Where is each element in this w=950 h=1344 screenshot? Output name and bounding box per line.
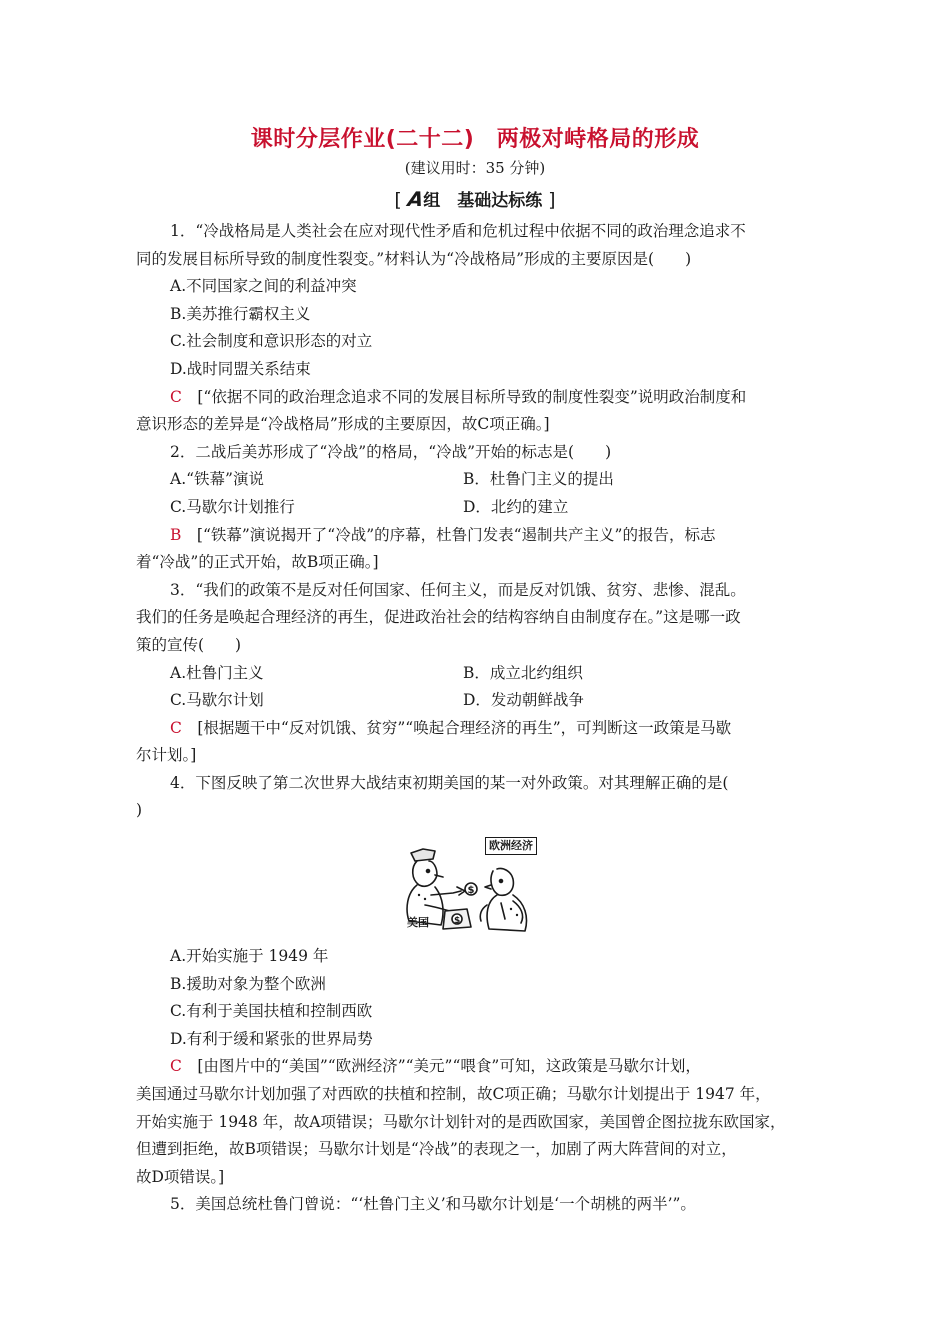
q2-option-b: B．杜鲁门主义的提出: [463, 470, 614, 489]
q2-option-a: A.“铁幕”演说: [170, 470, 264, 489]
q2-options-row-1: [136, 466, 816, 494]
q4-option-d: D.有利于缓和紧张的世界局势: [170, 1029, 373, 1048]
page-title: 课时分层作业(二十二) 两极对峙格局的形成: [250, 127, 700, 152]
q3-options-row-2: [136, 687, 816, 715]
q4-explanation-line-3: 开始实施于 1948 年，故A项错误；马歇尔计划针对的是西欧国家，美国曾企图拉拢东欧国家，: [136, 1112, 786, 1131]
q1-stem-line-2: 同的发展目标所导致的制度性裂变。”材料认为“冷战格局”形成的主要原因是( ): [136, 249, 692, 268]
q2-stem-line-1: 2．二战后美苏形成了“冷战”的格局，“冷战”开始的标志是( ): [170, 442, 612, 461]
q1-option-a: A.不同国家之间的利益冲突: [170, 277, 357, 296]
q2-options-row-2: [136, 494, 816, 522]
q3-explanation-text: [根据题干中“反对饥饿、贫穷”“唤起合理经济的再生”，可判断这一政策是马歇: [181, 718, 732, 737]
q4-option-c: C.有利于美国扶植和控制西欧: [170, 1002, 373, 1021]
group-bracket-close: ]: [548, 189, 556, 211]
q2-explanation-line-2: 着“冷战”的正式开始，故B项正确。]: [136, 553, 379, 572]
q1-explanation-text: [“依据不同的政治理念追求不同的发展目标所导致的制度性裂变”说明政治制度和: [181, 387, 747, 406]
q1-option-b: B.美苏推行霸权主义: [170, 304, 311, 323]
usa-label: 美国: [407, 916, 429, 930]
q4-explanation-line-1: [136, 1053, 816, 1081]
q1-option-d: D.战时同盟关系结束: [170, 359, 311, 378]
q1-explanation-line-2: 意识形态的差异是“冷战格局”形成的主要原因，故C项正确。]: [136, 415, 550, 434]
q4-explanation-line-4: 但遭到拒绝，故B项错误；马歇尔计划是“冷战”的表现之一，加剧了两大阵营间的对立，: [136, 1140, 737, 1159]
q4-answer: C: [170, 1057, 182, 1076]
q4-stem-line-1: 4．下图反映了第二次世界大战结束初期美国的某一对外政策。对其理解正确的是(: [170, 773, 729, 792]
q3-option-d: D．发动朝鲜战争: [463, 691, 584, 710]
time-note: (建议用时：35 分钟): [404, 159, 546, 177]
q4-explanation-line-2: 美国通过马歇尔计划加强了对西欧的扶植和控制，故C项正确；马歇尔计划提出于 1947 年，: [136, 1085, 771, 1104]
europe-economy-label: 欧洲经济: [485, 837, 537, 855]
q3-answer: C: [170, 718, 182, 737]
q2-answer: B: [170, 525, 182, 544]
q3-option-c: C.马歇尔计划: [170, 691, 264, 710]
question-list: [136, 218, 816, 1219]
q1-answer: C: [170, 387, 182, 406]
svg-text:$: $: [454, 916, 461, 927]
q3-stem-line-2: 我们的任务是唤起合理经济的再生，促进政治社会的结构容纳自由制度存在。”这是哪一政: [136, 608, 741, 627]
q2-explanation-line-1: [136, 522, 816, 550]
q1-explanation-line-1: [136, 384, 816, 412]
q2-option-d: D．北约的建立: [463, 497, 569, 516]
q5-stem-line-1: 5．美国总统杜鲁门曾说：“‘杜鲁门主义’和马歇尔计划是‘一个胡桃的两半’”。: [170, 1195, 696, 1214]
q3-option-b: B．成立北约组织: [463, 663, 583, 682]
group-text: 组 基础达标练: [423, 191, 543, 211]
q4-option-a: A.开始实施于 1949 年: [170, 947, 329, 966]
marshall-plan-cartoon: [401, 835, 551, 939]
q4-option-b: B.援助对象为整个欧洲: [170, 974, 326, 993]
q1-stem-line-1: 1．“冷战格局是人类社会在应对现代性矛盾和危机过程中依据不同的政治理念追求不: [170, 222, 746, 240]
q3-stem-line-1: 3．“我们的政策不是反对任何国家、任何主义，而是反对饥饿、贫穷、悲惨、混乱。: [170, 580, 746, 599]
q4-explanation-text: [由图片中的“美国”“欧洲经济”“美元”“喂食”可知，这政策是马歇尔计划，: [181, 1057, 701, 1076]
q3-option-a: A.杜鲁门主义: [170, 663, 264, 682]
q2-explanation-text: [“铁幕”演说揭开了“冷战”的序幕，杜鲁门发表“遏制共产主义”的报告，标志: [181, 525, 716, 544]
group-label: [0, 186, 950, 211]
q3-explanation-line-2: 尔计划。]: [136, 746, 197, 765]
group-bracket-open: [: [394, 189, 402, 211]
q3-options-row-1: [136, 660, 816, 688]
group-letter: A: [406, 187, 425, 211]
q3-stem-line-3: 策的宣传( ): [136, 635, 242, 654]
q4-stem-line-2: ): [136, 801, 143, 820]
q4-explanation-line-5: 故D项错误。]: [136, 1167, 225, 1186]
svg-text:$: $: [467, 885, 475, 897]
q2-option-c: C.马歇尔计划推行: [170, 497, 295, 516]
q3-explanation-line-1: [136, 715, 816, 743]
q1-option-c: C.社会制度和意识形态的对立: [170, 332, 373, 351]
